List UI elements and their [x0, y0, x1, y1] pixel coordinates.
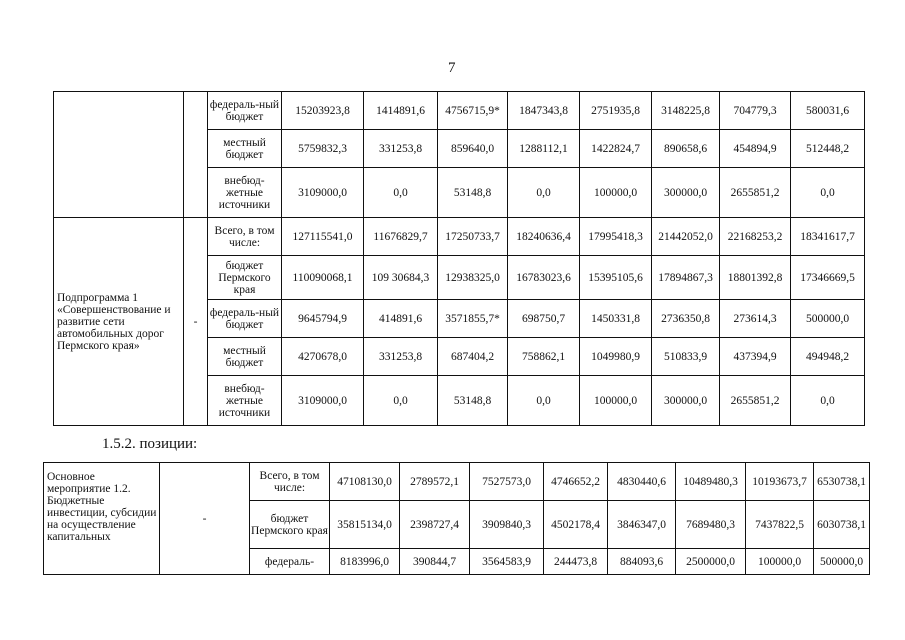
program-dash: - [184, 218, 208, 426]
value-cell: 454894,9 [720, 130, 791, 168]
value-cell: 17995418,3 [580, 218, 652, 256]
value-cell: 0,0 [364, 168, 438, 218]
value-cell: 21442052,0 [652, 218, 720, 256]
value-cell: 15395105,6 [580, 256, 652, 300]
value-cell: 1450331,8 [580, 300, 652, 338]
value-cell: 100000,0 [746, 549, 814, 575]
value-cell: 127115541,0 [282, 218, 364, 256]
value-cell: 2398727,4 [400, 501, 470, 549]
value-cell: 22168253,2 [720, 218, 791, 256]
value-cell: 390844,7 [400, 549, 470, 575]
value-cell: 2655851,2 [720, 168, 791, 218]
value-cell: 47108130,0 [330, 463, 400, 501]
value-cell: 1422824,7 [580, 130, 652, 168]
value-cell: 1847343,8 [508, 92, 580, 130]
value-cell: 3564583,9 [470, 549, 544, 575]
value-cell: 890658,6 [652, 130, 720, 168]
value-cell: 18801392,8 [720, 256, 791, 300]
value-cell: 2736350,8 [652, 300, 720, 338]
value-cell: 109 30684,3 [364, 256, 438, 300]
value-cell: 12938325,0 [438, 256, 508, 300]
empty-cell [184, 92, 208, 218]
funding-table-bottom [43, 462, 870, 575]
row-label: федераль-ный бюджет [208, 92, 282, 130]
value-cell: 4756715,9* [438, 92, 508, 130]
section-heading: 1.5.2. позиции: [102, 436, 198, 452]
value-cell: 687404,2 [438, 338, 508, 376]
value-cell: 0,0 [508, 376, 580, 426]
value-cell: 10489480,3 [676, 463, 746, 501]
value-cell: 244473,8 [544, 549, 608, 575]
value-cell: 6030738,1 [814, 501, 870, 549]
value-cell: 331253,8 [364, 130, 438, 168]
value-cell: 300000,0 [652, 376, 720, 426]
value-cell: 500000,0 [791, 300, 865, 338]
value-cell: 273614,3 [720, 300, 791, 338]
value-cell: 0,0 [791, 376, 865, 426]
row-label: федераль-ный бюджет [208, 300, 282, 338]
value-cell: 704779,3 [720, 92, 791, 130]
value-cell: 437394,9 [720, 338, 791, 376]
value-cell: 3109000,0 [282, 168, 364, 218]
value-cell: 3148225,8 [652, 92, 720, 130]
value-cell: 4830440,6 [608, 463, 676, 501]
value-cell: 2500000,0 [676, 549, 746, 575]
value-cell: 11676829,7 [364, 218, 438, 256]
value-cell: 7689480,3 [676, 501, 746, 549]
value-cell: 884093,6 [608, 549, 676, 575]
table-row [44, 463, 870, 501]
row-label: бюджет Пермского края [208, 256, 282, 300]
row-label: внебюд-жетные источники [208, 168, 282, 218]
value-cell: 510833,9 [652, 338, 720, 376]
value-cell: 7527573,0 [470, 463, 544, 501]
value-cell: 5759832,3 [282, 130, 364, 168]
program-name: Подпрограмма 1 «Совершенствование и развитие сети автомобильных дорог Пермского края» [54, 218, 184, 426]
value-cell: 4502178,4 [544, 501, 608, 549]
value-cell: 10193673,7 [746, 463, 814, 501]
value-cell: 100000,0 [580, 168, 652, 218]
value-cell: 1288112,1 [508, 130, 580, 168]
value-cell: 0,0 [791, 168, 865, 218]
value-cell: 110090068,1 [282, 256, 364, 300]
table-row [54, 92, 865, 130]
row-label: федераль- [250, 549, 330, 575]
value-cell: 9645794,9 [282, 300, 364, 338]
value-cell: 2655851,2 [720, 376, 791, 426]
value-cell: 53148,8 [438, 168, 508, 218]
value-cell: 35815134,0 [330, 501, 400, 549]
value-cell: 16783023,6 [508, 256, 580, 300]
row-label: местный бюджет [208, 130, 282, 168]
value-cell: 17894867,3 [652, 256, 720, 300]
value-cell: 7437822,5 [746, 501, 814, 549]
value-cell: 18341617,7 [791, 218, 865, 256]
value-cell: 331253,8 [364, 338, 438, 376]
value-cell: 0,0 [508, 168, 580, 218]
row-label: Всего, в том числе: [208, 218, 282, 256]
value-cell: 580031,6 [791, 92, 865, 130]
value-cell: 17346669,5 [791, 256, 865, 300]
program-name: Основное мероприятие 1.2. Бюджетные инвестиции, субсидии на осуществление капитальных [44, 463, 160, 575]
value-cell: 100000,0 [580, 376, 652, 426]
value-cell: 494948,2 [791, 338, 865, 376]
value-cell: 512448,2 [791, 130, 865, 168]
row-label: внебюд-жетные источники [208, 376, 282, 426]
value-cell: 758862,1 [508, 338, 580, 376]
value-cell: 4746652,2 [544, 463, 608, 501]
value-cell: 859640,0 [438, 130, 508, 168]
value-cell: 6530738,1 [814, 463, 870, 501]
value-cell: 0,0 [364, 376, 438, 426]
row-label: местный бюджет [208, 338, 282, 376]
value-cell: 2751935,8 [580, 92, 652, 130]
row-label: бюджет Пермского края [250, 501, 330, 549]
value-cell: 1414891,6 [364, 92, 438, 130]
value-cell: 8183996,0 [330, 549, 400, 575]
value-cell: 18240636,4 [508, 218, 580, 256]
value-cell: 2789572,1 [400, 463, 470, 501]
value-cell: 1049980,9 [580, 338, 652, 376]
value-cell: 3109000,0 [282, 376, 364, 426]
program-dash: - [160, 463, 250, 575]
value-cell: 3846347,0 [608, 501, 676, 549]
value-cell: 300000,0 [652, 168, 720, 218]
value-cell: 500000,0 [814, 549, 870, 575]
value-cell: 414891,6 [364, 300, 438, 338]
value-cell: 17250733,7 [438, 218, 508, 256]
value-cell: 3909840,3 [470, 501, 544, 549]
row-label: Всего, в том числе: [250, 463, 330, 501]
page-number: 7 [448, 60, 456, 76]
value-cell: 698750,7 [508, 300, 580, 338]
value-cell: 3571855,7* [438, 300, 508, 338]
table-row [54, 218, 865, 256]
value-cell: 15203923,8 [282, 92, 364, 130]
funding-table-top [53, 91, 865, 426]
value-cell: 53148,8 [438, 376, 508, 426]
empty-cell [54, 92, 184, 218]
value-cell: 4270678,0 [282, 338, 364, 376]
